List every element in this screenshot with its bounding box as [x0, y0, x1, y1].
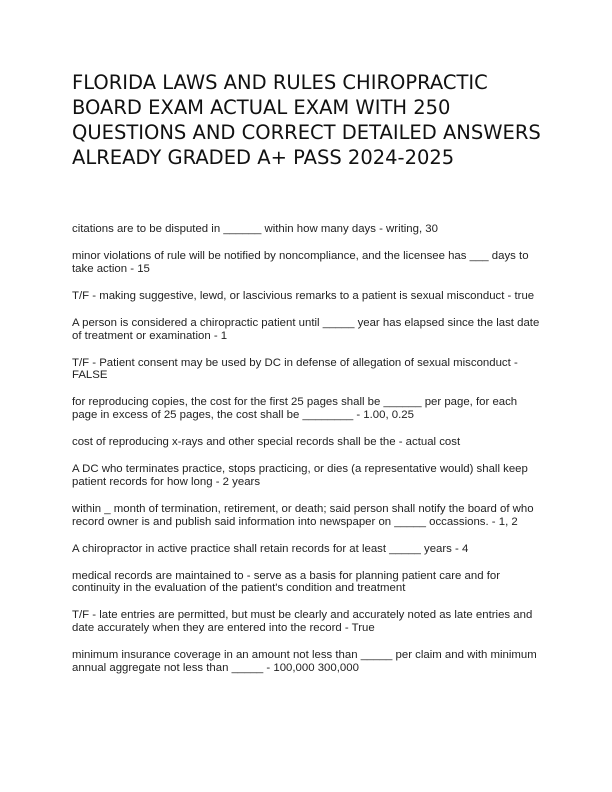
qa-item: T/F - Patient consent may be used by DC in defense of allegation of sexual misconduct - FALSE — [72, 356, 518, 382]
qa-item: A chiropractor in active practice shall retain records for at least _____ years - 4 — [72, 542, 469, 555]
qa-item: minor violations of rule will be notified by noncompliance, and the licensee has ___ days to take action - 15 — [72, 249, 529, 275]
qa-item: for reproducing copies, the cost for the first 25 pages shall be ______ per page, for each page in excess of 25 pages, the cost shall be ________ - 1.00, 0.25 — [72, 396, 518, 422]
qa-item: cost of reproducing x-rays and other special records shall be the - actual cost — [72, 436, 461, 449]
qa-item: A DC who terminates practice, stops practicing, or dies (a representative would) shall keep patient records for how long - 2 years — [72, 463, 528, 488]
qa-item: within _ month of termination, retirement, or death; said person shall notify the board of who record owner is and publish said information into newspaper on _____ occassions. - 1, 2 — [72, 502, 534, 528]
qa-item: citations are to be disputed in ______ within how many days - writing, 30 — [72, 223, 438, 235]
qa-item: T/F - making suggestive, lewd, or lascivious remarks to a patient is sexual misconduct - true — [72, 289, 535, 302]
qa-item: minimum insurance coverage in an amount not less than _____ per claim and with minimum annual aggregate not less than _____ - 100,000 300,000 — [72, 649, 537, 674]
qa-item: T/F - late entries are permitted, but must be clearly and accurately noted as late entries and date accurately when they are entered into the record - True — [72, 609, 533, 635]
document-title: FLORIDA LAWS AND RULES CHIROPRACTIC BOARD EXAM ACTUAL EXAM WITH 250 QUESTIONS AND CORRECT DETAILED ANSWERS ALREADY GRADED A+ PASS 2024-2025 — [72, 71, 541, 169]
qa-item: A person is considered a chiropractic patient until _____ year has elapsed since the last date of treatment or examination - 1 — [72, 316, 540, 342]
question-answer-list — [72, 223, 544, 689]
qa-item: medical records are maintained to - serve as a basis for planning patient care and for continuity in the evaluation of the patient's condition and treatment — [72, 569, 501, 595]
